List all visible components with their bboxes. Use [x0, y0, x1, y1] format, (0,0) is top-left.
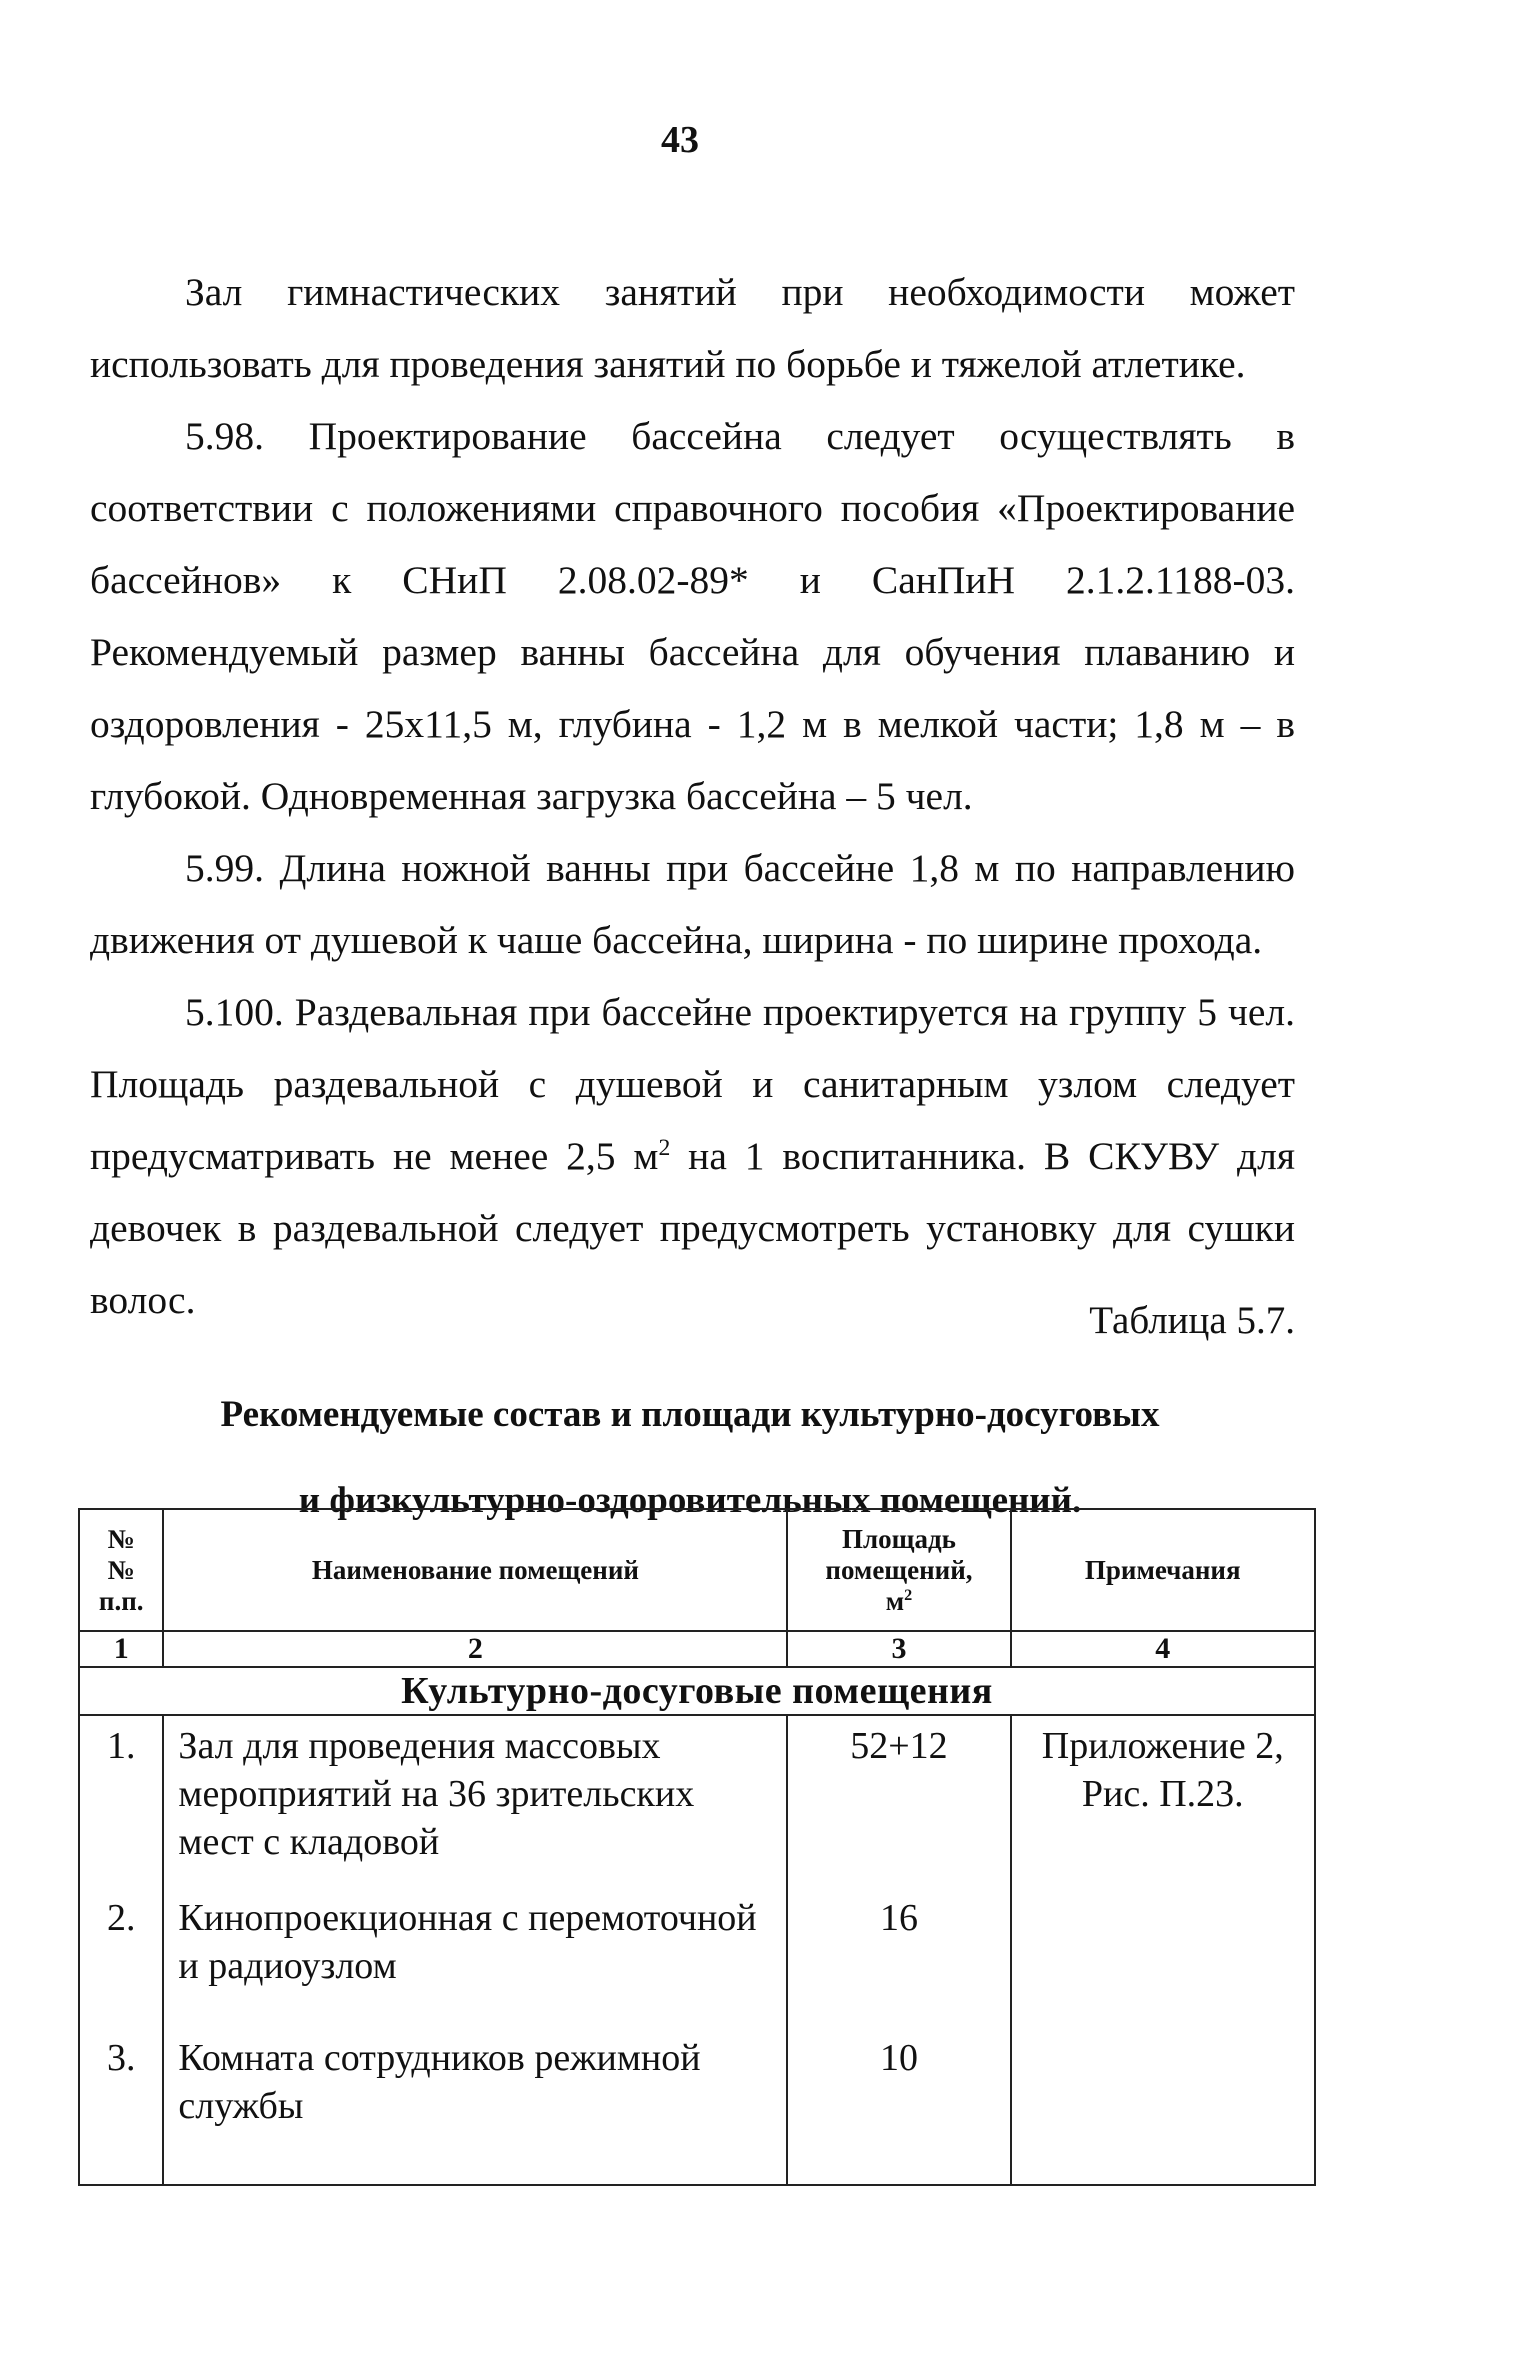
row-number: 3.	[79, 2034, 163, 2185]
header-notes: Примечания	[1011, 1509, 1316, 1631]
section-title: Культурно-досуговые помещения	[79, 1667, 1315, 1715]
header-area	[787, 1509, 1010, 1631]
header-number-line-1: №	[107, 1523, 135, 1554]
header-area-line-2: помещений,	[825, 1554, 973, 1585]
column-number: 3	[787, 1631, 1010, 1667]
paragraph-5-99: 5.99. Длина ножной ванны при бассейне 1,8 м по направлению движения от душевой к чаше бассейна, ширина - по ширине прохода.	[90, 846, 1295, 962]
body-text	[90, 256, 1295, 1336]
paragraph-5-98: 5.98. Проектирование бассейна следует осуществлять в соответствии с положениями справочного пособия «Проектирование бассейнов» к СНиП 2.08.02-89* и СанПиН 2.1.2.1188-03. Рекомендуемый размер ванны бассейна для обучения плаванию и оздоровления - 25x11,5 м, глубина - 1,2 м в мелкой части; 1,8 м – в глубокой. Одновременная загрузка бассейна – 5 чел.	[90, 414, 1295, 818]
header-number	[79, 1509, 163, 1631]
header-number-line-2: №	[107, 1554, 135, 1585]
table-row	[79, 1894, 1315, 2034]
paragraph-5-100-part-b: на 1 воспитанника. В СКУВУ для девочек в раздевальной следует предусмотреть установку для сушки волос.	[90, 1134, 1296, 1322]
paragraph-5-100	[90, 976, 1295, 1336]
header-number-line-3: п.п.	[98, 1585, 144, 1616]
column-number: 1	[79, 1631, 163, 1667]
row-name: Зал для проведения массовых мероприятий на 36 зрительских мест с кладовой	[163, 1715, 787, 1894]
table-title-line-1: Рекомендуемые состав и площади культурно-досуговых	[220, 1394, 1160, 1435]
row-area: 10	[787, 2034, 1010, 2185]
paragraph-gym-hall: Зал гимнастических занятий при необходимости может использовать для проведения занятий по борьбе и тяжелой атлетике.	[90, 270, 1295, 386]
page-number: 43	[661, 119, 699, 161]
superscript-2: 2	[658, 1134, 671, 1161]
section-row	[79, 1667, 1315, 1715]
column-number: 2	[163, 1631, 787, 1667]
header-name: Наименование помещений	[163, 1509, 787, 1631]
row-number: 1.	[79, 1715, 163, 1894]
header-area-line-3	[788, 1586, 1009, 1617]
column-number-row	[79, 1631, 1315, 1667]
table-row	[79, 1715, 1315, 1894]
row-note	[1011, 1894, 1316, 2034]
column-number: 4	[1011, 1631, 1316, 1667]
table-title-line-2: и физкультурно-оздоровительных помещений.	[298, 1480, 1082, 1521]
row-note: Приложение 2, Рис. П.23.	[1011, 1715, 1316, 1894]
row-name: Комната сотрудников режимной службы	[163, 2034, 787, 2185]
header-area-line-1: Площадь	[842, 1523, 956, 1554]
row-name: Кинопроекционная с перемоточной и радиоузлом	[163, 1894, 787, 2034]
header-area-superscript: 2	[904, 1585, 913, 1604]
paragraph-5-100-part-a: 5.100. Раздевальная при бассейне проектируется на группу 5 чел. Площадь раздевальной с душевой и санитарным узлом следует предусматривать не менее 2,5 м	[90, 990, 1295, 1178]
row-area: 52+12	[787, 1715, 1010, 1894]
table-label: Таблица 5.7.	[1089, 1299, 1295, 1342]
row-area: 16	[787, 1894, 1010, 2034]
header-area-unit: м	[885, 1585, 905, 1616]
table-header-row	[79, 1509, 1315, 1631]
table-row	[79, 2034, 1315, 2185]
row-note	[1011, 2034, 1316, 2185]
row-number: 2.	[79, 1894, 163, 2034]
rooms-table	[78, 1508, 1316, 2186]
